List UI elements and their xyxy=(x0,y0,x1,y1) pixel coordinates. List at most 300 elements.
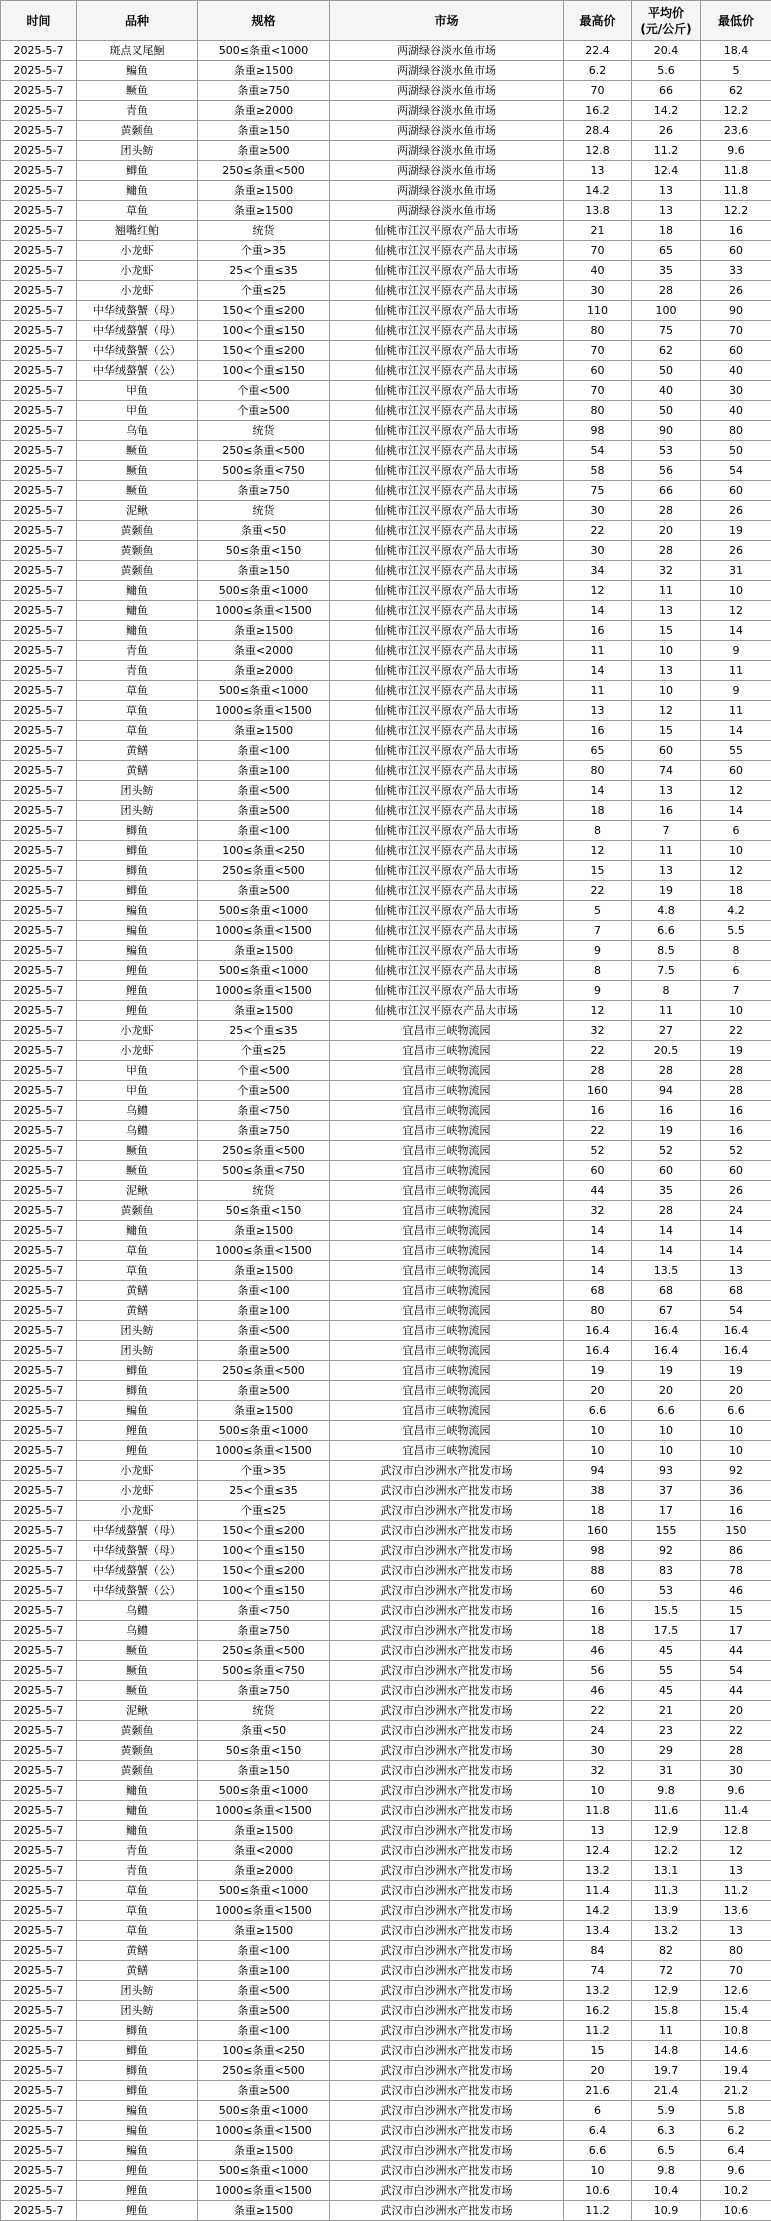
cell-max-price: 22 xyxy=(564,521,632,541)
cell-variety: 草鱼 xyxy=(77,1921,198,1941)
cell-variety: 鲤鱼 xyxy=(77,2161,198,2181)
cell-spec: 条重≥2000 xyxy=(198,661,330,681)
cell-market: 仙桃市江汉平原农产品大市场 xyxy=(330,461,564,481)
cell-variety: 青鱼 xyxy=(77,1841,198,1861)
table-row xyxy=(1,2081,771,2101)
table-row xyxy=(1,1601,771,1621)
cell-min-price: 7 xyxy=(701,981,771,1001)
cell-avg-price: 16.4 xyxy=(632,1321,701,1341)
cell-min-price: 12 xyxy=(701,861,771,881)
cell-variety: 黄颡鱼 xyxy=(77,521,198,541)
cell-max-price: 18 xyxy=(564,1501,632,1521)
table-row xyxy=(1,1461,771,1481)
cell-variety: 黄鳝 xyxy=(77,1281,198,1301)
cell-max-price: 56 xyxy=(564,1661,632,1681)
cell-time: 2025-5-7 xyxy=(1,401,77,421)
cell-time: 2025-5-7 xyxy=(1,1601,77,1621)
cell-avg-price: 83 xyxy=(632,1561,701,1581)
cell-market: 仙桃市江汉平原农产品大市场 xyxy=(330,741,564,761)
cell-spec: 条重≥750 xyxy=(198,1621,330,1641)
cell-min-price: 11.2 xyxy=(701,1881,771,1901)
cell-min-price: 11.4 xyxy=(701,1801,771,1821)
cell-market: 仙桃市江汉平原农产品大市场 xyxy=(330,241,564,261)
table-row xyxy=(1,441,771,461)
cell-avg-price: 16 xyxy=(632,1101,701,1121)
cell-min-price: 28 xyxy=(701,1081,771,1101)
cell-variety: 乌鳢 xyxy=(77,1121,198,1141)
cell-market: 两湖绿谷淡水鱼市场 xyxy=(330,141,564,161)
cell-max-price: 22 xyxy=(564,1701,632,1721)
cell-market: 宜昌市三峡物流园 xyxy=(330,1281,564,1301)
cell-avg-price: 72 xyxy=(632,1961,701,1981)
cell-avg-price: 66 xyxy=(632,81,701,101)
cell-max-price: 22.4 xyxy=(564,41,632,61)
cell-market: 宜昌市三峡物流园 xyxy=(330,1081,564,1101)
cell-min-price: 26 xyxy=(701,541,771,561)
cell-market: 两湖绿谷淡水鱼市场 xyxy=(330,81,564,101)
table-row xyxy=(1,2001,771,2021)
cell-min-price: 62 xyxy=(701,81,771,101)
table-row xyxy=(1,701,771,721)
cell-market: 宜昌市三峡物流园 xyxy=(330,1421,564,1441)
cell-variety: 鳜鱼 xyxy=(77,1641,198,1661)
cell-variety: 黄鳝 xyxy=(77,741,198,761)
cell-market: 武汉市白沙洲水产批发市场 xyxy=(330,1941,564,1961)
cell-time: 2025-5-7 xyxy=(1,601,77,621)
cell-time: 2025-5-7 xyxy=(1,1041,77,1061)
table-row xyxy=(1,181,771,201)
cell-avg-price: 11 xyxy=(632,1001,701,1021)
cell-spec: 统货 xyxy=(198,421,330,441)
cell-market: 武汉市白沙洲水产批发市场 xyxy=(330,1901,564,1921)
cell-time: 2025-5-7 xyxy=(1,2201,77,2221)
cell-spec: 条重≥150 xyxy=(198,561,330,581)
cell-min-price: 14 xyxy=(701,1241,771,1261)
cell-avg-price: 13 xyxy=(632,661,701,681)
cell-market: 武汉市白沙洲水产批发市场 xyxy=(330,1641,564,1661)
cell-spec: 条重≥750 xyxy=(198,81,330,101)
cell-variety: 小龙虾 xyxy=(77,1481,198,1501)
cell-market: 仙桃市江汉平原农产品大市场 xyxy=(330,541,564,561)
cell-variety: 黄鳝 xyxy=(77,1301,198,1321)
cell-variety: 鲫鱼 xyxy=(77,821,198,841)
cell-variety: 草鱼 xyxy=(77,201,198,221)
table-row xyxy=(1,1061,771,1081)
table-row xyxy=(1,401,771,421)
cell-avg-price: 90 xyxy=(632,421,701,441)
table-row xyxy=(1,301,771,321)
table-row xyxy=(1,501,771,521)
cell-spec: 条重≥1500 xyxy=(198,1821,330,1841)
cell-variety: 乌鳢 xyxy=(77,1621,198,1641)
cell-spec: 个重>35 xyxy=(198,241,330,261)
cell-time: 2025-5-7 xyxy=(1,661,77,681)
cell-market: 宜昌市三峡物流园 xyxy=(330,1241,564,1261)
cell-spec: 100≤条重<250 xyxy=(198,841,330,861)
cell-time: 2025-5-7 xyxy=(1,581,77,601)
table-row xyxy=(1,201,771,221)
cell-variety: 中华绒螯蟹（公） xyxy=(77,361,198,381)
cell-variety: 甲鱼 xyxy=(77,1081,198,1101)
cell-max-price: 46 xyxy=(564,1641,632,1661)
cell-market: 仙桃市江汉平原农产品大市场 xyxy=(330,421,564,441)
cell-variety: 鲫鱼 xyxy=(77,161,198,181)
cell-min-price: 11.8 xyxy=(701,161,771,181)
cell-max-price: 10 xyxy=(564,1781,632,1801)
cell-min-price: 10 xyxy=(701,581,771,601)
cell-market: 武汉市白沙洲水产批发市场 xyxy=(330,1961,564,1981)
table-row xyxy=(1,1181,771,1201)
table-row xyxy=(1,1581,771,1601)
cell-time: 2025-5-7 xyxy=(1,1101,77,1121)
cell-time: 2025-5-7 xyxy=(1,1001,77,1021)
table-row xyxy=(1,1721,771,1741)
cell-spec: 条重≥500 xyxy=(198,881,330,901)
cell-spec: 条重≥1500 xyxy=(198,1001,330,1021)
cell-spec: 条重<50 xyxy=(198,1721,330,1741)
cell-market: 宜昌市三峡物流园 xyxy=(330,1401,564,1421)
cell-avg-price: 93 xyxy=(632,1461,701,1481)
cell-max-price: 21 xyxy=(564,221,632,241)
cell-min-price: 10 xyxy=(701,841,771,861)
table-row xyxy=(1,821,771,841)
cell-market: 宜昌市三峡物流园 xyxy=(330,1301,564,1321)
cell-min-price: 11 xyxy=(701,701,771,721)
table-row xyxy=(1,1541,771,1561)
cell-max-price: 30 xyxy=(564,1741,632,1761)
cell-variety: 翘嘴红鲌 xyxy=(77,221,198,241)
cell-max-price: 38 xyxy=(564,1481,632,1501)
cell-market: 仙桃市江汉平原农产品大市场 xyxy=(330,901,564,921)
cell-avg-price: 9.8 xyxy=(632,2161,701,2181)
table-row xyxy=(1,1801,771,1821)
cell-variety: 草鱼 xyxy=(77,1241,198,1261)
cell-avg-price: 26 xyxy=(632,121,701,141)
cell-avg-price: 100 xyxy=(632,301,701,321)
cell-time: 2025-5-7 xyxy=(1,1681,77,1701)
cell-time: 2025-5-7 xyxy=(1,701,77,721)
cell-min-price: 13 xyxy=(701,1261,771,1281)
table-row xyxy=(1,2121,771,2141)
cell-max-price: 6.4 xyxy=(564,2121,632,2141)
cell-spec: 1000≤条重<1500 xyxy=(198,2181,330,2201)
cell-time: 2025-5-7 xyxy=(1,2121,77,2141)
cell-avg-price: 75 xyxy=(632,321,701,341)
cell-max-price: 13 xyxy=(564,161,632,181)
cell-market: 仙桃市江汉平原农产品大市场 xyxy=(330,561,564,581)
cell-max-price: 16.4 xyxy=(564,1321,632,1341)
cell-min-price: 5.5 xyxy=(701,921,771,941)
cell-spec: 条重≥1500 xyxy=(198,1261,330,1281)
cell-avg-price: 7.5 xyxy=(632,961,701,981)
table-row xyxy=(1,1881,771,1901)
cell-min-price: 23.6 xyxy=(701,121,771,141)
cell-min-price: 12.2 xyxy=(701,101,771,121)
cell-avg-price: 11 xyxy=(632,841,701,861)
cell-max-price: 160 xyxy=(564,1081,632,1101)
cell-spec: 100<个重≤150 xyxy=(198,1581,330,1601)
table-row xyxy=(1,801,771,821)
cell-avg-price: 15.5 xyxy=(632,1601,701,1621)
cell-max-price: 15 xyxy=(564,861,632,881)
cell-spec: 500≤条重<1000 xyxy=(198,1881,330,1901)
cell-spec: 个重<500 xyxy=(198,381,330,401)
cell-max-price: 10.6 xyxy=(564,2181,632,2201)
cell-max-price: 32 xyxy=(564,1021,632,1041)
cell-time: 2025-5-7 xyxy=(1,1361,77,1381)
table-row xyxy=(1,1341,771,1361)
cell-variety: 鲤鱼 xyxy=(77,2201,198,2221)
cell-time: 2025-5-7 xyxy=(1,901,77,921)
cell-market: 仙桃市江汉平原农产品大市场 xyxy=(330,821,564,841)
cell-market: 仙桃市江汉平原农产品大市场 xyxy=(330,921,564,941)
cell-time: 2025-5-7 xyxy=(1,1281,77,1301)
cell-variety: 鲫鱼 xyxy=(77,2061,198,2081)
cell-max-price: 14 xyxy=(564,1221,632,1241)
cell-time: 2025-5-7 xyxy=(1,881,77,901)
cell-min-price: 28 xyxy=(701,1061,771,1081)
cell-min-price: 9.6 xyxy=(701,141,771,161)
cell-max-price: 34 xyxy=(564,561,632,581)
table-row xyxy=(1,861,771,881)
cell-variety: 青鱼 xyxy=(77,661,198,681)
cell-avg-price: 9.8 xyxy=(632,1781,701,1801)
cell-market: 仙桃市江汉平原农产品大市场 xyxy=(330,881,564,901)
cell-variety: 中华绒螯蟹（公） xyxy=(77,1561,198,1581)
cell-avg-price: 28 xyxy=(632,281,701,301)
table-row xyxy=(1,141,771,161)
cell-max-price: 16.2 xyxy=(564,101,632,121)
cell-avg-price: 60 xyxy=(632,741,701,761)
cell-spec: 条重≥1500 xyxy=(198,61,330,81)
cell-variety: 甲鱼 xyxy=(77,1061,198,1081)
cell-spec: 100<个重≤150 xyxy=(198,321,330,341)
cell-min-price: 10.8 xyxy=(701,2021,771,2041)
cell-spec: 条重≥1500 xyxy=(198,621,330,641)
table-row xyxy=(1,1621,771,1641)
cell-min-price: 150 xyxy=(701,1521,771,1541)
cell-market: 武汉市白沙洲水产批发市场 xyxy=(330,1581,564,1601)
cell-spec: 条重≥1500 xyxy=(198,201,330,221)
cell-avg-price: 37 xyxy=(632,1481,701,1501)
cell-min-price: 26 xyxy=(701,281,771,301)
cell-market: 武汉市白沙洲水产批发市场 xyxy=(330,1861,564,1881)
cell-time: 2025-5-7 xyxy=(1,1861,77,1881)
cell-max-price: 9 xyxy=(564,941,632,961)
cell-avg-price: 28 xyxy=(632,541,701,561)
cell-time: 2025-5-7 xyxy=(1,1661,77,1681)
table-row xyxy=(1,1321,771,1341)
cell-max-price: 11 xyxy=(564,641,632,661)
cell-market: 两湖绿谷淡水鱼市场 xyxy=(330,61,564,81)
cell-market: 仙桃市江汉平原农产品大市场 xyxy=(330,601,564,621)
cell-variety: 鲫鱼 xyxy=(77,1381,198,1401)
cell-variety: 鳙鱼 xyxy=(77,1801,198,1821)
cell-spec: 500≤条重<1000 xyxy=(198,901,330,921)
cell-market: 宜昌市三峡物流园 xyxy=(330,1441,564,1461)
cell-market: 仙桃市江汉平原农产品大市场 xyxy=(330,381,564,401)
cell-max-price: 18 xyxy=(564,1621,632,1641)
cell-spec: 100≤条重<250 xyxy=(198,2041,330,2061)
cell-avg-price: 67 xyxy=(632,1301,701,1321)
cell-variety: 中华绒螯蟹（母） xyxy=(77,301,198,321)
cell-spec: 条重≥500 xyxy=(198,2001,330,2021)
table-row xyxy=(1,341,771,361)
cell-variety: 鳜鱼 xyxy=(77,1661,198,1681)
cell-spec: 条重<750 xyxy=(198,1101,330,1121)
cell-market: 仙桃市江汉平原农产品大市场 xyxy=(330,681,564,701)
cell-market: 武汉市白沙洲水产批发市场 xyxy=(330,1781,564,1801)
cell-spec: 150<个重≤200 xyxy=(198,301,330,321)
cell-market: 宜昌市三峡物流园 xyxy=(330,1181,564,1201)
cell-time: 2025-5-7 xyxy=(1,561,77,581)
cell-variety: 鲤鱼 xyxy=(77,961,198,981)
cell-max-price: 14.2 xyxy=(564,181,632,201)
cell-max-price: 110 xyxy=(564,301,632,321)
cell-max-price: 80 xyxy=(564,401,632,421)
cell-time: 2025-5-7 xyxy=(1,1801,77,1821)
cell-market: 武汉市白沙洲水产批发市场 xyxy=(330,1881,564,1901)
cell-max-price: 80 xyxy=(564,321,632,341)
cell-spec: 统货 xyxy=(198,221,330,241)
table-row xyxy=(1,1101,771,1121)
cell-variety: 中华绒螯蟹（公） xyxy=(77,1581,198,1601)
cell-variety: 小龙虾 xyxy=(77,281,198,301)
table-row xyxy=(1,521,771,541)
cell-time: 2025-5-7 xyxy=(1,61,77,81)
cell-avg-price: 23 xyxy=(632,1721,701,1741)
cell-min-price: 14.6 xyxy=(701,2041,771,2061)
cell-time: 2025-5-7 xyxy=(1,1401,77,1421)
cell-min-price: 12.8 xyxy=(701,1821,771,1841)
cell-variety: 鳙鱼 xyxy=(77,621,198,641)
cell-time: 2025-5-7 xyxy=(1,2141,77,2161)
cell-min-price: 13 xyxy=(701,1861,771,1881)
cell-avg-price: 17 xyxy=(632,1501,701,1521)
table-row xyxy=(1,621,771,641)
cell-time: 2025-5-7 xyxy=(1,1521,77,1541)
cell-avg-price: 10.9 xyxy=(632,2201,701,2221)
cell-max-price: 30 xyxy=(564,281,632,301)
cell-market: 武汉市白沙洲水产批发市场 xyxy=(330,2041,564,2061)
cell-variety: 鲤鱼 xyxy=(77,1421,198,1441)
cell-spec: 1000≤条重<1500 xyxy=(198,921,330,941)
cell-variety: 鳙鱼 xyxy=(77,181,198,201)
cell-max-price: 58 xyxy=(564,461,632,481)
cell-avg-price: 10 xyxy=(632,1441,701,1461)
cell-max-price: 8 xyxy=(564,961,632,981)
cell-min-price: 60 xyxy=(701,341,771,361)
cell-spec: 1000≤条重<1500 xyxy=(198,601,330,621)
cell-max-price: 16 xyxy=(564,1101,632,1121)
cell-variety: 鳜鱼 xyxy=(77,1161,198,1181)
cell-time: 2025-5-7 xyxy=(1,241,77,261)
cell-min-price: 16 xyxy=(701,1501,771,1521)
cell-variety: 青鱼 xyxy=(77,1861,198,1881)
table-row xyxy=(1,81,771,101)
cell-market: 武汉市白沙洲水产批发市场 xyxy=(330,2141,564,2161)
cell-variety: 黄鳝 xyxy=(77,1941,198,1961)
table-row xyxy=(1,981,771,1001)
cell-avg-price: 27 xyxy=(632,1021,701,1041)
cell-spec: 25<个重≤35 xyxy=(198,1481,330,1501)
cell-max-price: 70 xyxy=(564,81,632,101)
cell-time: 2025-5-7 xyxy=(1,141,77,161)
cell-min-price: 10 xyxy=(701,1441,771,1461)
cell-time: 2025-5-7 xyxy=(1,1541,77,1561)
header-min-price: 最低价 xyxy=(701,1,771,41)
cell-time: 2025-5-7 xyxy=(1,101,77,121)
cell-avg-price: 6.5 xyxy=(632,2141,701,2161)
cell-variety: 鳙鱼 xyxy=(77,1781,198,1801)
cell-max-price: 70 xyxy=(564,241,632,261)
cell-avg-price: 7 xyxy=(632,821,701,841)
cell-spec: 条重≥150 xyxy=(198,1761,330,1781)
cell-spec: 1000≤条重<1500 xyxy=(198,1241,330,1261)
cell-market: 武汉市白沙洲水产批发市场 xyxy=(330,1701,564,1721)
cell-time: 2025-5-7 xyxy=(1,181,77,201)
cell-avg-price: 55 xyxy=(632,1661,701,1681)
cell-variety: 鳊鱼 xyxy=(77,901,198,921)
cell-min-price: 80 xyxy=(701,1941,771,1961)
cell-avg-price: 5.6 xyxy=(632,61,701,81)
table-row xyxy=(1,1261,771,1281)
cell-min-price: 60 xyxy=(701,241,771,261)
cell-spec: 条重≥500 xyxy=(198,801,330,821)
cell-time: 2025-5-7 xyxy=(1,2021,77,2041)
table-row xyxy=(1,1781,771,1801)
cell-avg-price: 29 xyxy=(632,1741,701,1761)
cell-max-price: 9 xyxy=(564,981,632,1001)
cell-avg-price: 4.8 xyxy=(632,901,701,921)
cell-time: 2025-5-7 xyxy=(1,1301,77,1321)
cell-avg-price: 13 xyxy=(632,861,701,881)
cell-time: 2025-5-7 xyxy=(1,2161,77,2181)
cell-spec: 个重≥500 xyxy=(198,401,330,421)
cell-spec: 1000≤条重<1500 xyxy=(198,981,330,1001)
cell-spec: 统货 xyxy=(198,1181,330,1201)
table-row xyxy=(1,2061,771,2081)
cell-min-price: 15.4 xyxy=(701,2001,771,2021)
cell-avg-price: 20.5 xyxy=(632,1041,701,1061)
cell-avg-price: 6.6 xyxy=(632,921,701,941)
cell-market: 武汉市白沙洲水产批发市场 xyxy=(330,1661,564,1681)
cell-max-price: 14 xyxy=(564,1261,632,1281)
table-row xyxy=(1,1361,771,1381)
cell-avg-price: 17.5 xyxy=(632,1621,701,1641)
cell-max-price: 10 xyxy=(564,1441,632,1461)
cell-time: 2025-5-7 xyxy=(1,2001,77,2021)
cell-spec: 150<个重≤200 xyxy=(198,1561,330,1581)
cell-market: 武汉市白沙洲水产批发市场 xyxy=(330,2101,564,2121)
cell-avg-price: 13.1 xyxy=(632,1861,701,1881)
cell-variety: 鲤鱼 xyxy=(77,1441,198,1461)
cell-variety: 鳊鱼 xyxy=(77,941,198,961)
cell-min-price: 20 xyxy=(701,1701,771,1721)
cell-avg-price: 12.9 xyxy=(632,1821,701,1841)
cell-market: 武汉市白沙洲水产批发市场 xyxy=(330,2181,564,2201)
table-body xyxy=(1,41,771,2221)
cell-market: 宜昌市三峡物流园 xyxy=(330,1021,564,1041)
cell-avg-price: 11.2 xyxy=(632,141,701,161)
cell-min-price: 6.6 xyxy=(701,1401,771,1421)
cell-market: 宜昌市三峡物流园 xyxy=(330,1061,564,1081)
cell-market: 两湖绿谷淡水鱼市场 xyxy=(330,161,564,181)
cell-time: 2025-5-7 xyxy=(1,1221,77,1241)
cell-spec: 条重≥1500 xyxy=(198,181,330,201)
cell-min-price: 22 xyxy=(701,1721,771,1741)
cell-avg-price: 12.9 xyxy=(632,1981,701,2001)
